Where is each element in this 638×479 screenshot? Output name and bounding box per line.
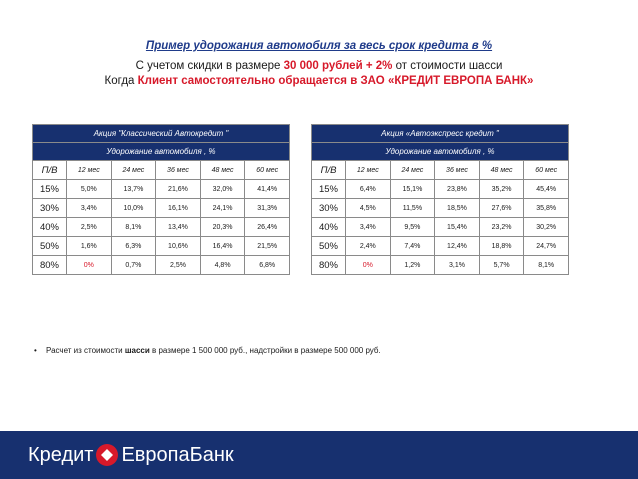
row-header: 15% bbox=[312, 180, 346, 199]
subtitle-condition bbox=[0, 75, 638, 87]
table-subtitle: Удорожание автомобиля , % bbox=[312, 143, 569, 161]
table-row bbox=[33, 218, 290, 237]
table-cell: 3,4% bbox=[67, 199, 112, 218]
table-cell: 18,8% bbox=[479, 237, 524, 256]
subtitle-discount-pre: С учетом скидки в размере bbox=[135, 60, 284, 72]
column-header: 12 мес bbox=[67, 161, 112, 180]
table-cell: 41,4% bbox=[245, 180, 290, 199]
table-cell: 10,6% bbox=[156, 237, 201, 256]
table-cell: 7,4% bbox=[390, 237, 435, 256]
table-cell: 13,7% bbox=[111, 180, 156, 199]
table-classic-autocredit bbox=[32, 124, 290, 275]
table-cell: 18,5% bbox=[435, 199, 480, 218]
table-cell: 4,8% bbox=[200, 256, 245, 275]
table-cell: 15,1% bbox=[390, 180, 435, 199]
table-cell: 20,3% bbox=[200, 218, 245, 237]
calculation-note bbox=[34, 346, 381, 355]
table-row bbox=[312, 256, 569, 275]
subtitle-discount-amount: 30 000 рублей + 2% bbox=[283, 60, 393, 72]
bank-logo bbox=[28, 442, 234, 468]
table-row bbox=[33, 237, 290, 256]
table-cell: 27,6% bbox=[479, 199, 524, 218]
logo-right-text: ЕвропаБанк bbox=[121, 443, 234, 466]
table-title: Акция «Автоэкспресс кредит " bbox=[312, 125, 569, 143]
table-cell: 23,8% bbox=[435, 180, 480, 199]
diamond-icon bbox=[96, 444, 118, 466]
table-cell: 26,4% bbox=[245, 218, 290, 237]
subtitle-condition-pre: Когда bbox=[104, 75, 138, 87]
table-cell: 30,2% bbox=[524, 218, 569, 237]
table-cell: 24,1% bbox=[200, 199, 245, 218]
table-cell: 4,5% bbox=[346, 199, 391, 218]
corner-header: П/В bbox=[312, 161, 346, 180]
column-header: 60 мес bbox=[524, 161, 569, 180]
table-cell: 2,5% bbox=[156, 256, 201, 275]
table-title: Акция "Классический Автокредит " bbox=[33, 125, 290, 143]
row-header: 50% bbox=[33, 237, 67, 256]
row-header: 40% bbox=[312, 218, 346, 237]
footer-bar bbox=[0, 431, 638, 479]
table-row bbox=[312, 180, 569, 199]
note-bold: шасси bbox=[124, 346, 150, 355]
table-cell: 1,6% bbox=[67, 237, 112, 256]
table-autoexpress-credit bbox=[311, 124, 569, 275]
table-cell: 2,4% bbox=[346, 237, 391, 256]
row-header: 30% bbox=[33, 199, 67, 218]
column-header: 12 мес bbox=[346, 161, 391, 180]
table-cell: 8,1% bbox=[524, 256, 569, 275]
table-cell: 35,8% bbox=[524, 199, 569, 218]
row-header: 50% bbox=[312, 237, 346, 256]
table-cell: 0,7% bbox=[111, 256, 156, 275]
table-cell: 0% bbox=[346, 256, 391, 275]
column-header: 24 мес bbox=[111, 161, 156, 180]
table-cell: 6,4% bbox=[346, 180, 391, 199]
logo-left-text: Кредит bbox=[28, 443, 94, 466]
table-row bbox=[33, 256, 290, 275]
subtitle-discount-post: от стоимости шасси bbox=[392, 60, 503, 72]
table-cell: 0% bbox=[67, 256, 112, 275]
table-cell: 21,5% bbox=[245, 237, 290, 256]
table-cell: 5,0% bbox=[67, 180, 112, 199]
table-cell: 10,0% bbox=[111, 199, 156, 218]
table-cell: 21,6% bbox=[156, 180, 201, 199]
row-header: 40% bbox=[33, 218, 67, 237]
table-cell: 3,4% bbox=[346, 218, 391, 237]
table-cell: 31,3% bbox=[245, 199, 290, 218]
column-header: 36 мес bbox=[435, 161, 480, 180]
table-cell: 13,4% bbox=[156, 218, 201, 237]
table-cell: 45,4% bbox=[524, 180, 569, 199]
column-header: 48 мес bbox=[479, 161, 524, 180]
row-header: 30% bbox=[312, 199, 346, 218]
table-row bbox=[33, 180, 290, 199]
table-cell: 11,5% bbox=[390, 199, 435, 218]
table-subtitle: Удорожание автомобиля , % bbox=[33, 143, 290, 161]
table-row bbox=[312, 199, 569, 218]
table-cell: 3,1% bbox=[435, 256, 480, 275]
note-post: в размере 1 500 000 руб., надстройки в размере 500 000 руб. bbox=[149, 346, 381, 355]
table-cell: 16,1% bbox=[156, 199, 201, 218]
table-cell: 9,5% bbox=[390, 218, 435, 237]
table-cell: 23,2% bbox=[479, 218, 524, 237]
table-row bbox=[312, 218, 569, 237]
table-cell: 15,4% bbox=[435, 218, 480, 237]
subtitle-condition-highlight: Клиент самостоятельно обращается в ЗАО «КРЕДИТ ЕВРОПА БАНК» bbox=[137, 75, 534, 87]
column-header: 60 мес bbox=[245, 161, 290, 180]
table-row bbox=[312, 237, 569, 256]
table-cell: 12,4% bbox=[435, 237, 480, 256]
table-cell: 16,4% bbox=[200, 237, 245, 256]
table-row bbox=[33, 199, 290, 218]
column-header: 36 мес bbox=[156, 161, 201, 180]
subtitle-discount bbox=[0, 60, 638, 72]
row-header: 80% bbox=[312, 256, 346, 275]
table-cell: 1,2% bbox=[390, 256, 435, 275]
table-cell: 6,8% bbox=[245, 256, 290, 275]
corner-header: П/В bbox=[33, 161, 67, 180]
table-cell: 6,3% bbox=[111, 237, 156, 256]
column-header: 48 мес bbox=[200, 161, 245, 180]
slide-title: Пример удорожания автомобиля за весь срок кредита в % bbox=[145, 40, 493, 52]
row-header: 15% bbox=[33, 180, 67, 199]
table-cell: 24,7% bbox=[524, 237, 569, 256]
bullet: • bbox=[34, 346, 37, 355]
table-cell: 32,0% bbox=[200, 180, 245, 199]
column-header: 24 мес bbox=[390, 161, 435, 180]
table-cell: 35,2% bbox=[479, 180, 524, 199]
note-pre: Расчет из стоимости bbox=[46, 346, 125, 355]
row-header: 80% bbox=[33, 256, 67, 275]
table-cell: 2,5% bbox=[67, 218, 112, 237]
table-cell: 5,7% bbox=[479, 256, 524, 275]
table-cell: 8,1% bbox=[111, 218, 156, 237]
